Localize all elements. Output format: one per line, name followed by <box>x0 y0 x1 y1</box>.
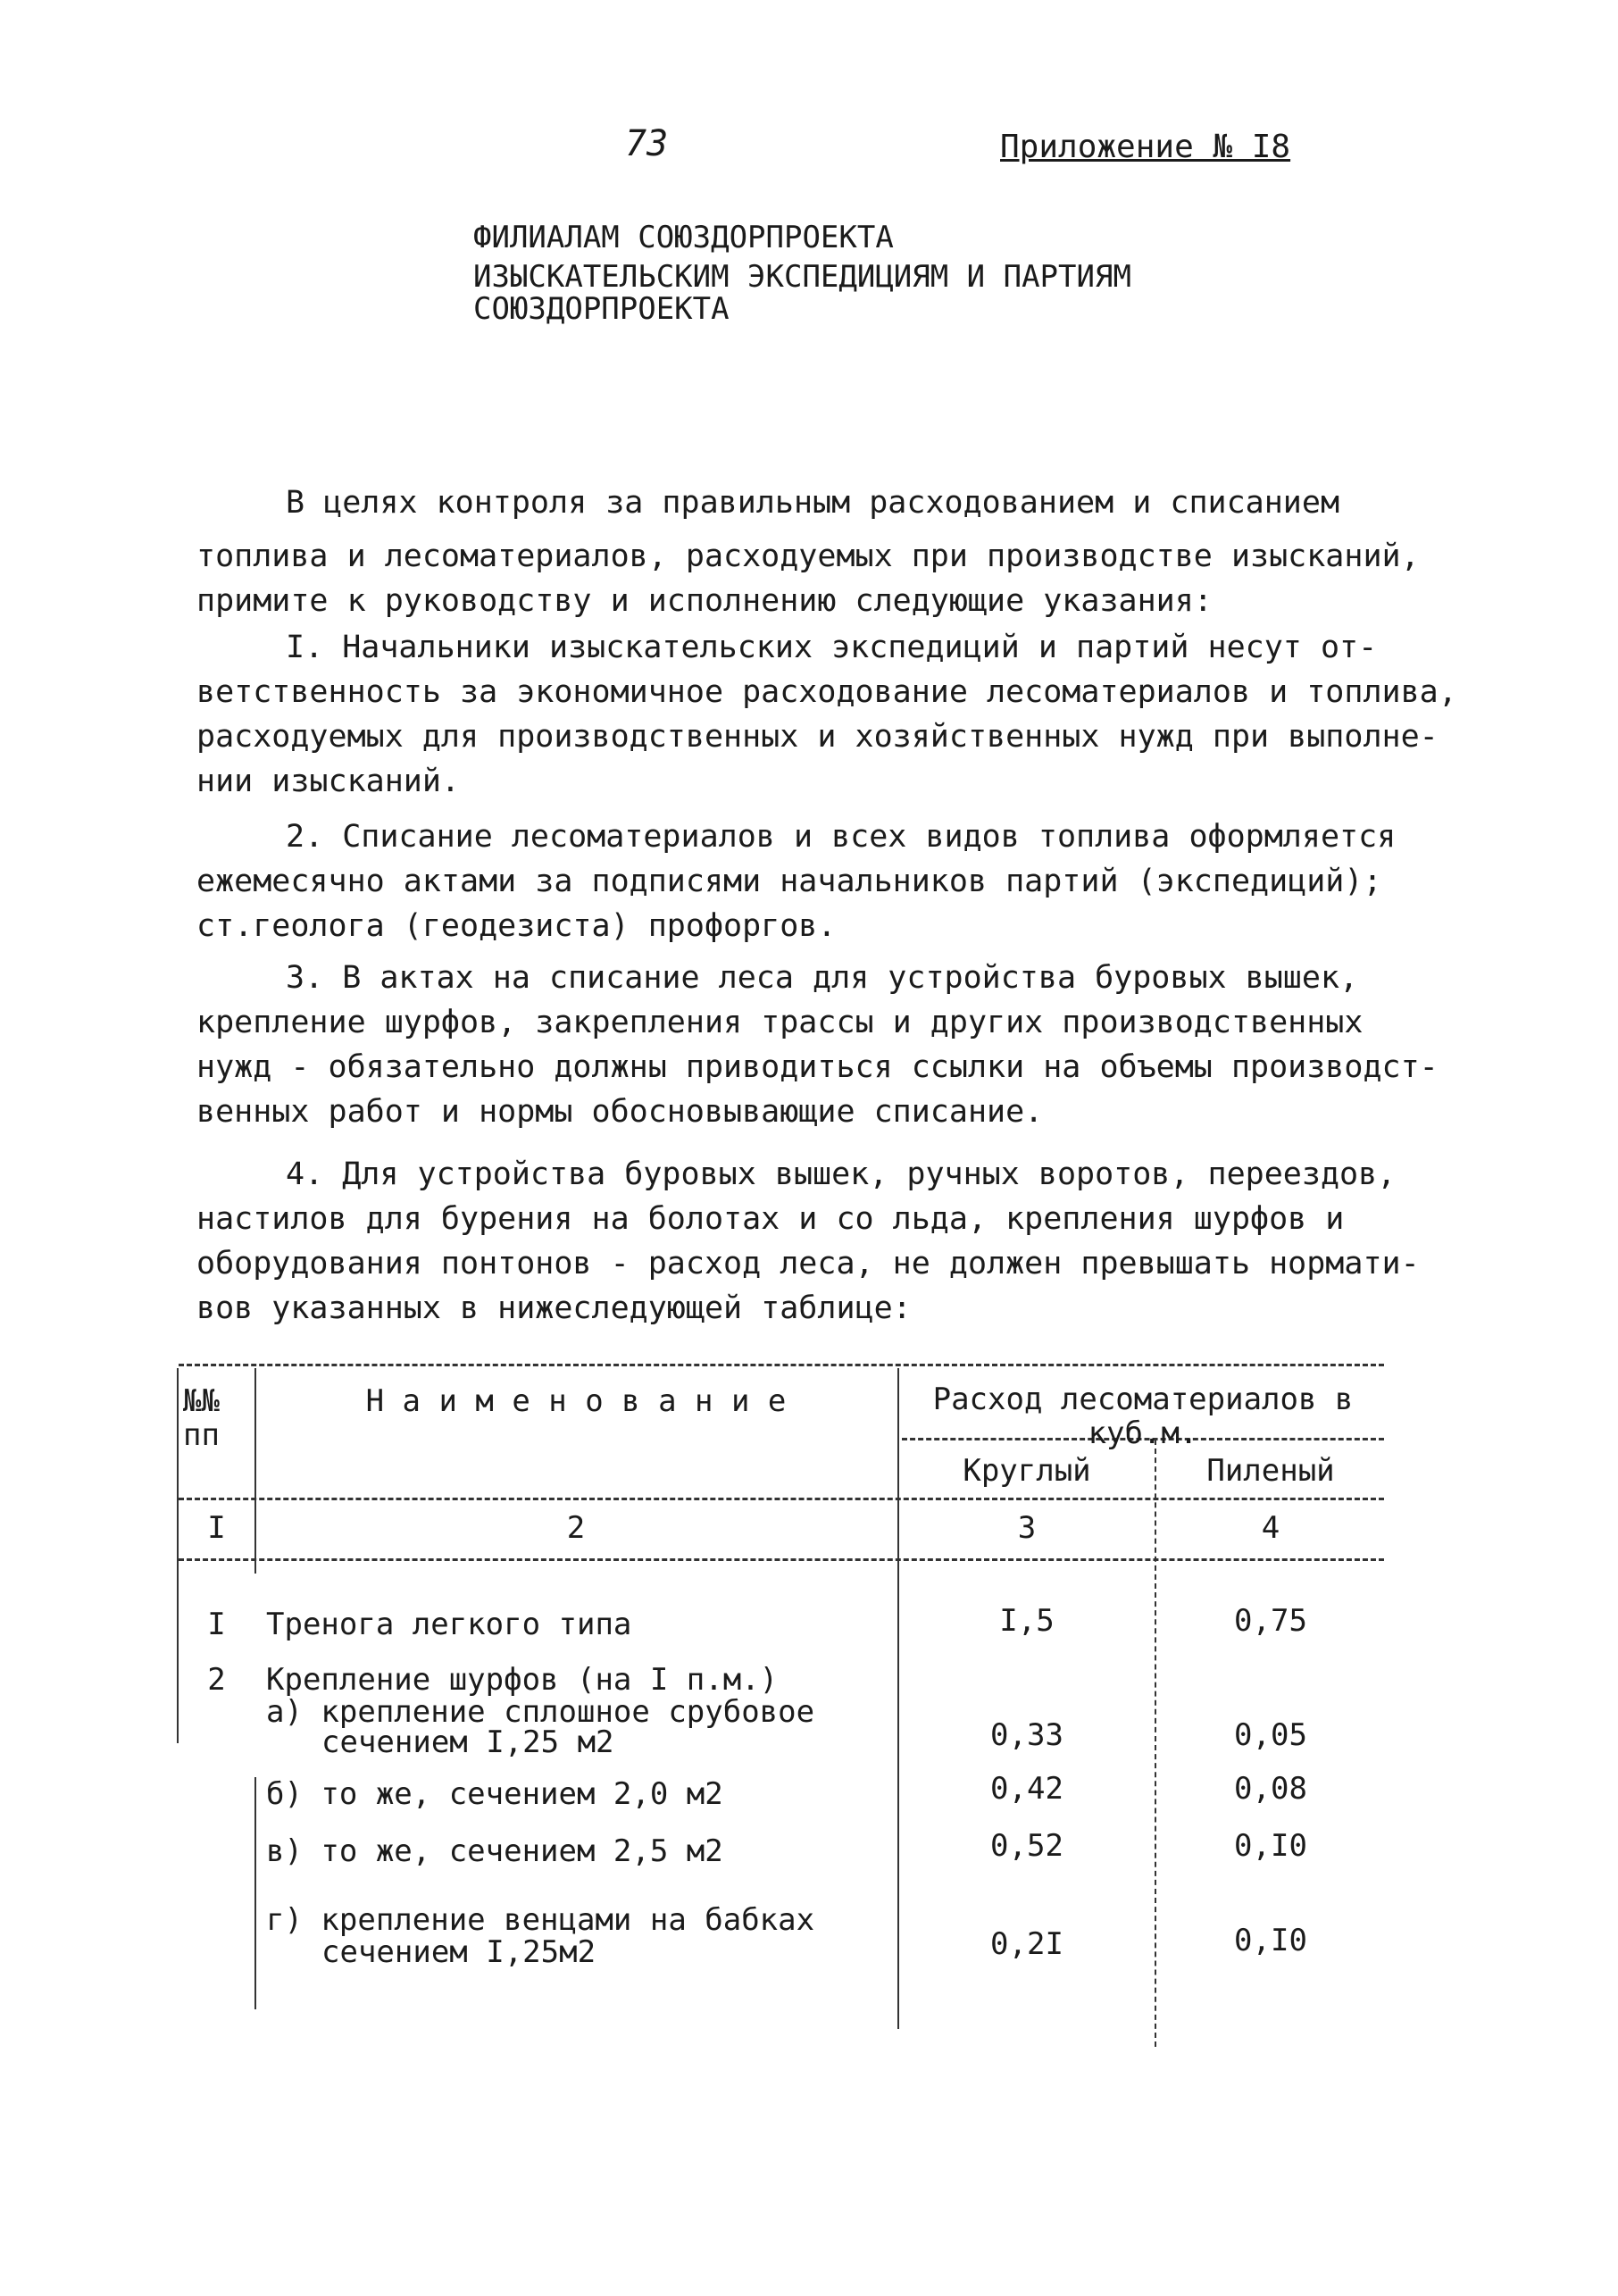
colnum-1: I <box>207 1510 226 1546</box>
text-line: топлива и лесоматериалов, расходуемых при производстве изысканий, <box>196 539 1420 574</box>
header-num-line: пп <box>183 1417 220 1453</box>
text-line: крепление шурфов, закрепления трассы и других производственных <box>196 1005 1364 1040</box>
addressee-line: ФИЛИАЛАМ СОЮЗДОРПРОЕКТА <box>473 220 894 255</box>
colnum-3: 3 <box>1017 1510 1037 1546</box>
header-sawn: Пиленый <box>1206 1453 1335 1489</box>
table-row-name <box>266 1904 814 1968</box>
header-name: Н а и м е н о в а н и е <box>365 1383 787 1419</box>
item-paragraph-2 <box>196 814 1438 948</box>
table-divider-num-lower <box>254 1777 256 2009</box>
table-row-sawn: 0,05 <box>1234 1717 1307 1753</box>
table-divider-name <box>897 1368 899 2029</box>
table-row-round: I,5 <box>999 1603 1055 1639</box>
text-line: примите к руководству и исполнению следующие указания: <box>196 583 1213 619</box>
text-line: 2. Списание лесоматериалов и всех видов топлива оформляется <box>286 819 1397 855</box>
text-line: ст.геолога (геодезиста) профоргов. <box>196 908 837 944</box>
table-rule-top <box>179 1364 1384 1366</box>
table-row-name <box>266 1694 815 1760</box>
item-paragraph-3 <box>196 956 1438 1134</box>
table-row-num: 2 <box>207 1662 226 1698</box>
addressee-line: СОЮЗДОРПРОЕКТА <box>473 291 730 327</box>
table-row-round: 0,33 <box>990 1717 1063 1753</box>
text-line: расходуемых для производственных и хозяйственных нужд при выполне- <box>196 719 1439 755</box>
table-row-round: 0,52 <box>990 1828 1063 1864</box>
table-row-name-line: сечением I,25м2 <box>321 1934 596 1970</box>
table-row-name: б) то же, сечением 2,0 м2 <box>266 1776 723 1812</box>
text-line: I. Начальники изыскательских экспедиций и партий несут от- <box>286 630 1378 665</box>
table-row-name-line: а) крепление сплошное срубовое <box>266 1694 815 1730</box>
item-paragraph-4 <box>196 1152 1438 1331</box>
text-line: вов указанных в нижеследующей таблице: <box>196 1290 912 1326</box>
header-num-line: №№ <box>183 1383 220 1419</box>
text-line: настилов для бурения на болотах и со льда, крепления шурфов и <box>196 1201 1345 1237</box>
colnum-2: 2 <box>566 1510 586 1546</box>
table-divider-round <box>1155 1440 1156 2047</box>
table-row-round: 0,42 <box>990 1771 1063 1807</box>
header-consumption-line: куб.м. <box>1088 1415 1198 1451</box>
text-line: оборудования понтонов - расход леса, не должен превышать нормати- <box>196 1246 1420 1282</box>
table-row-round: 0,2I <box>990 1926 1063 1962</box>
header-consumption-line: Расход лесоматериалов в <box>932 1382 1354 1417</box>
table-row-sawn: 0,I0 <box>1234 1828 1307 1864</box>
text-line: венных работ и нормы обосновывающие списание. <box>196 1094 1044 1130</box>
table-row-name: в) то же, сечением 2,5 м2 <box>266 1833 723 1869</box>
colnum-4: 4 <box>1261 1510 1280 1546</box>
header-consumption <box>902 1382 1384 1450</box>
text-line: нужд - обязательно должны приводиться ссылки на объемы производст- <box>196 1049 1439 1085</box>
table-rule-header-bottom <box>179 1498 1384 1500</box>
appendix-label: Приложение № I8 <box>1000 129 1291 165</box>
text-line: 4. Для устройства буровых вышек, ручных воротов, переездов, <box>286 1156 1397 1192</box>
table-row-name: Крепление шурфов (на I п.м.) <box>266 1662 779 1698</box>
table-row-sawn: 0,75 <box>1234 1603 1307 1639</box>
text-line: ежемесячно актами за подписями начальников партий (экспедиций); <box>196 864 1382 899</box>
addressee-line: ИЗЫСКАТЕЛЬСКИМ ЭКСПЕДИЦИЯМ И ПАРТИЯМ <box>473 259 1131 295</box>
table-row-sawn: 0,08 <box>1234 1771 1307 1807</box>
table-row-num: I <box>207 1607 226 1642</box>
header-round: Круглый <box>963 1453 1091 1489</box>
table-row-name: Тренога легкого типа <box>266 1607 632 1642</box>
text-line: ветственность за экономичное расходование лесоматериалов и топлива, <box>196 674 1457 710</box>
page-number: 73 <box>625 123 669 164</box>
table-row-name-line: г) крепление венцами на бабках <box>266 1902 815 1938</box>
text-line: В целях контроля за правильным расходованием и списанием <box>286 485 1340 521</box>
table-rule-colnum-bottom <box>179 1558 1384 1561</box>
item-paragraph-1 <box>196 625 1457 804</box>
table-row-name-line: сечением I,25 м2 <box>321 1724 614 1760</box>
header-num <box>183 1384 250 1452</box>
text-line: 3. В актах на списание леса для устройства буровых вышек, <box>286 960 1359 996</box>
text-line: нии изысканий. <box>196 764 461 799</box>
table-divider-num <box>254 1368 256 1574</box>
intro-paragraph <box>196 480 1438 623</box>
table-row-sawn: 0,I0 <box>1234 1923 1307 1958</box>
